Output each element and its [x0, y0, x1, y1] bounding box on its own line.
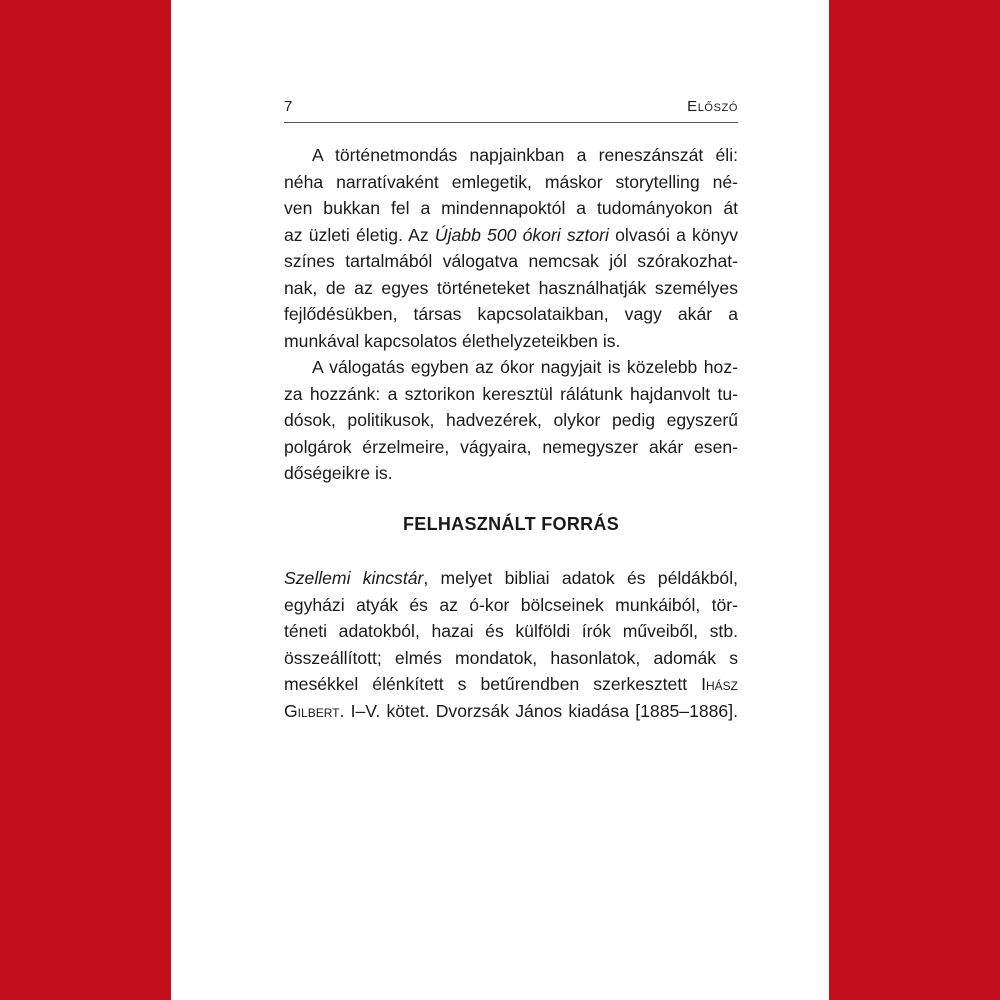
text-segment: olvasói a könyv — [608, 224, 738, 245]
text-line: munkával kapcsolatos élethelyzeteikben is. — [284, 330, 621, 351]
text-line: nak, de az egyes történeteket használhatják személyes — [284, 277, 738, 298]
preface-paragraph-2 — [284, 354, 738, 487]
text-line: egyházi atyák és az ó-kor bölcseinek munkáiból, tör- — [284, 594, 738, 615]
page-number: 7 — [284, 98, 293, 115]
text-line: dósok, politikusok, hadvezérek, olykor pedig egyszerű — [284, 410, 738, 430]
text-segment: az üzleti életig. Az — [284, 224, 435, 245]
text-segment: , melyet bibliai adatok és példákból, — [423, 568, 738, 588]
sources-entry — [284, 565, 738, 724]
section-heading: FELHASZNÁLT FORRÁS — [402, 514, 620, 534]
source-title: Szellemi kincstár — [284, 568, 424, 588]
running-header — [284, 96, 738, 123]
text-segment: mesékkel élénkített s betűrendben szerkesztett — [284, 674, 702, 694]
text-line — [284, 671, 738, 698]
preface-paragraph-1 — [284, 142, 738, 354]
text-line: A válogatás egyben az ókor nagyjait is közelebb hoz- — [312, 357, 738, 377]
text-line — [284, 698, 738, 725]
author-name: Ihász — [701, 674, 738, 694]
text-line: fejlődésükben, társas kapcsolataikban, vagy akár a — [284, 304, 738, 324]
text-line: téneti adatokból, hazai és külföldi írók műveiből, stb. — [284, 621, 738, 641]
preface-text — [284, 142, 738, 487]
author-name: Gilbert — [284, 700, 340, 721]
text-line: A történetmondás napjainkban a reneszánszát éli: — [312, 145, 738, 165]
text-line — [284, 222, 738, 249]
text-line: polgárok érzelmeire, vágyaira, nemegyszer akár esen- — [284, 436, 738, 457]
book-title: Újabb 500 ókori sztori — [434, 224, 609, 245]
text-line: ven bukkan fel a mindennapoktól a tudományokon át — [284, 198, 738, 218]
book-page — [171, 0, 829, 1000]
text-segment: . I–V. kötet. Dvorzsák János kiadása [1885–1886]. — [339, 700, 738, 721]
text-line: dőségeikre is. — [284, 463, 393, 483]
running-title: Előszó — [687, 98, 738, 115]
text-line — [284, 565, 738, 592]
text-line: összeállított; elmés mondatok, hasonlatok, adomák s — [284, 647, 738, 668]
text-line: néha narratívaként emlegetik, máskor storytelling né- — [284, 171, 738, 192]
text-line: színes tartalmából válogatva nemcsak jól szórakozhat- — [284, 251, 738, 271]
text-line: za hozzánk: a sztorikon keresztül rálátunk hajdanvolt tu- — [284, 383, 738, 404]
